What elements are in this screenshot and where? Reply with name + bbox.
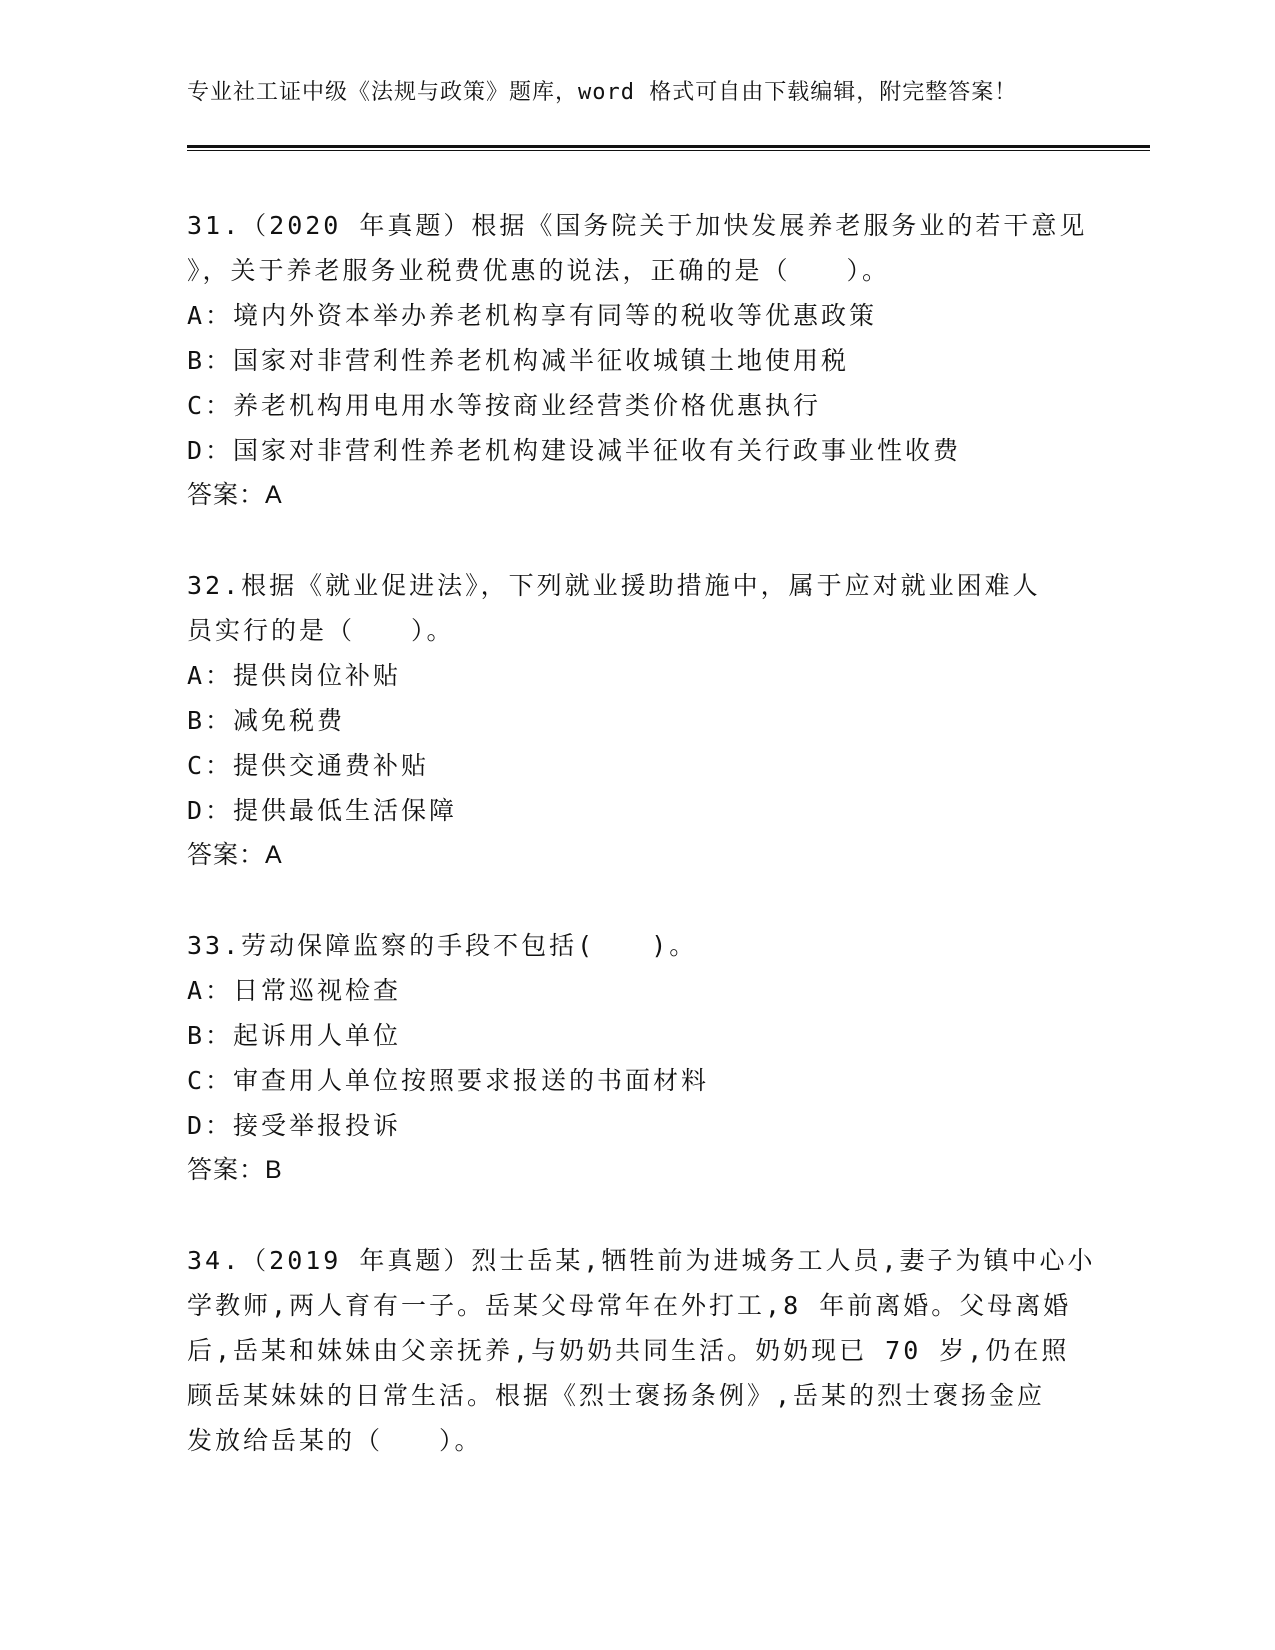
answer-option: C：养老机构用电用水等按商业经营类价格优惠执行 bbox=[187, 391, 822, 420]
answer-option: D：接受举报投诉 bbox=[187, 1111, 402, 1140]
answer-option: C：提供交通费补贴 bbox=[187, 751, 430, 780]
question-stem-line: 》，关于养老服务业税费优惠的说法，正确的是（ ）。 bbox=[187, 256, 891, 285]
answer-option: D：国家对非营利性养老机构建设减半征收有关行政事业性收费 bbox=[187, 436, 962, 465]
answer-key: 答案：B bbox=[187, 1156, 283, 1184]
question-stem-line: 31.（2020 年真题）根据《国务院关于加快发展养老服务业的若干意见 bbox=[187, 211, 1088, 240]
answer-key: 答案：A bbox=[187, 481, 283, 509]
answer-option: A：提供岗位补贴 bbox=[187, 661, 402, 690]
answer-option: D：提供最低生活保障 bbox=[187, 796, 458, 825]
question-block bbox=[187, 1238, 1096, 1463]
header-divider bbox=[187, 145, 1150, 151]
question-block bbox=[187, 923, 1087, 1193]
question-list bbox=[187, 203, 1096, 1508]
question-stem-line: 顾岳某妹妹的日常生活。根据《烈士褒扬条例》,岳某的烈士褒扬金应 bbox=[187, 1381, 1046, 1410]
question-stem-line: 发放给岳某的（ ）。 bbox=[187, 1426, 483, 1455]
question-stem-line: 学教师,两人育有一子。岳某父母常年在外打工,8 年前离婚。父母离婚 bbox=[187, 1291, 1072, 1320]
answer-option: C：审查用人单位按照要求报送的书面材料 bbox=[187, 1066, 710, 1095]
answer-option: B：起诉用人单位 bbox=[187, 1021, 402, 1050]
question-block bbox=[187, 563, 1087, 878]
question-block bbox=[187, 203, 1087, 518]
answer-option: B：国家对非营利性养老机构减半征收城镇土地使用税 bbox=[187, 346, 850, 375]
question-stem-line: 员实行的是（ ）。 bbox=[187, 616, 455, 645]
question-stem-line: 34.（2019 年真题）烈士岳某,牺牲前为进城务工人员,妻子为镇中心小 bbox=[187, 1246, 1096, 1275]
question-stem-line: 后,岳某和妹妹由父亲抚养,与奶奶共同生活。奶奶现已 70 岁,仍在照 bbox=[187, 1336, 1070, 1365]
page-header: 专业社工证中级《法规与政策》题库，word 格式可自由下载编辑，附完整答案！ bbox=[187, 80, 1018, 105]
answer-option: B：减免税费 bbox=[187, 706, 346, 735]
answer-key: 答案：A bbox=[187, 841, 283, 869]
question-stem-line: 32.根据《就业促进法》，下列就业援助措施中，属于应对就业困难人 bbox=[187, 571, 1041, 600]
question-stem-line: 33.劳动保障监察的手段不包括( )。 bbox=[187, 931, 698, 960]
answer-option: A：境内外资本举办养老机构享有同等的税收等优惠政策 bbox=[187, 301, 878, 330]
answer-option: A：日常巡视检查 bbox=[187, 976, 402, 1005]
